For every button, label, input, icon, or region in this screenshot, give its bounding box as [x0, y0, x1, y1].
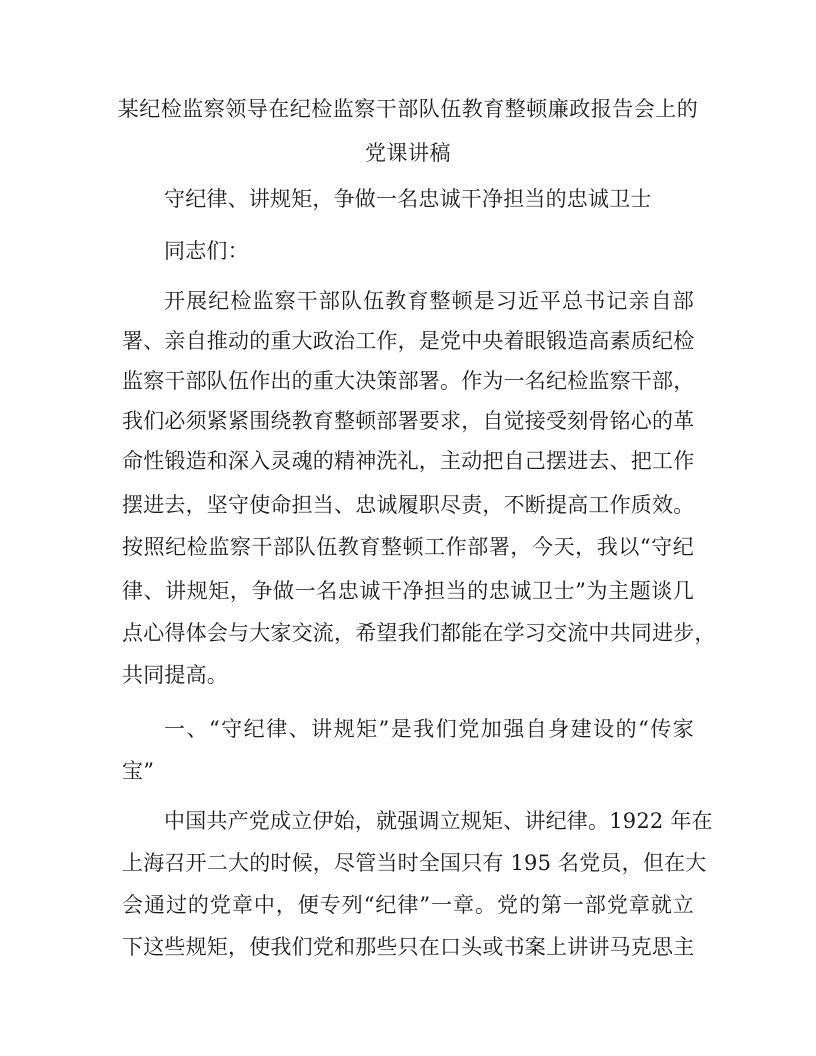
paragraph-1-line: 监察干部队伍作出的重大决策部署。作为一名纪检监察干部， — [122, 369, 695, 393]
paragraph-1-line: 按照纪检监察干部队伍教育整顿工作部署，今天，我以“守纪 — [122, 535, 694, 559]
paragraph-1-line: 开展纪检监察干部队伍教育整顿是习近平总书记亲自部 — [164, 289, 694, 313]
paragraph-2-line: 会通过的党章中，便专列“纪律”一章。党的第一部党章就立 — [122, 893, 694, 917]
section-heading-1-line: 一、“守纪律、讲规矩”是我们党加强自身建设的“传家 — [164, 717, 694, 741]
paragraph-2-line: 中国共产党成立伊始，就强调立规矩、讲纪律。1922 年在 — [164, 809, 713, 833]
paragraph-1-line: 共同提高。 — [122, 663, 228, 687]
paragraph-2-line: 上海召开二大的时候，尽管当时全国只有 195 名党员，但在大 — [122, 851, 707, 875]
document-title-line-2: 党课讲稿 — [365, 141, 451, 165]
paragraph-1-line: 律、讲规矩，争做一名忠诚干净担当的忠诚卫士”为主题谈几 — [122, 579, 694, 603]
paragraph-1-line: 我们必须紧紧围绕教育整顿部署要求，自觉接受刻骨铭心的革 — [122, 409, 695, 433]
paragraph-1-line: 命性锻造和深入灵魂的精神洗礼，主动把自己摆进去、把工作 — [122, 449, 695, 473]
document-subtitle: 守纪律、讲规矩，争做一名忠诚干净担当的忠诚卫士 — [164, 187, 652, 211]
paragraph-1-line: 点心得体会与大家交流，希望我们都能在学习交流中共同进步， — [122, 621, 716, 645]
paragraph-2-line: 下这些规矩，使我们党和那些只在口头或书案上讲讲马克思主 — [122, 935, 695, 959]
paragraph-1-line: 摆进去，坚守使命担当、忠诚履职尽责，不断提高工作质效。 — [122, 493, 695, 517]
salutation: 同志们： — [164, 239, 249, 263]
document-title-line-1: 某纪检监察领导在纪检监察干部队伍教育整顿廉政报告会上的 — [117, 97, 699, 121]
paragraph-1-line: 署、亲自推动的重大政治工作，是党中央着眼锻造高素质纪检 — [122, 329, 695, 353]
section-heading-1-line: 宝” — [122, 759, 155, 783]
